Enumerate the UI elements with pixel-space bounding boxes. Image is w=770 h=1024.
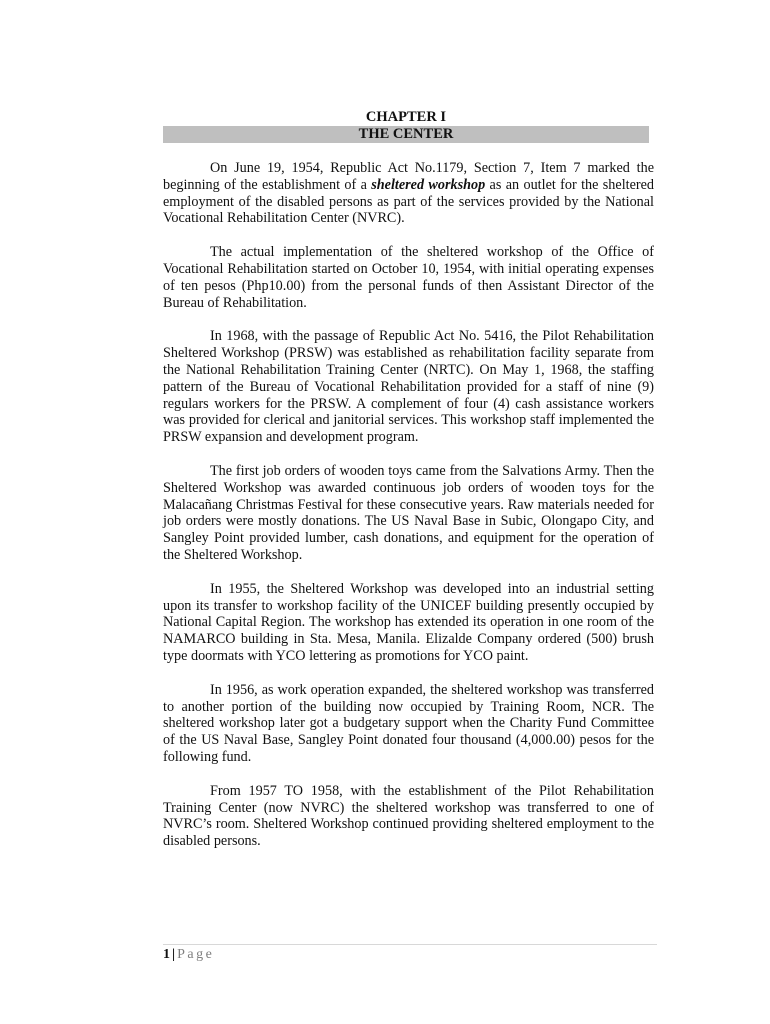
paragraph-4: The first job orders of wooden toys came from the Salvations Army. Then the Sheltered Workshop was awarded continuous job orders of wooden toys for the Malacañang Christmas Festival for these consecutive years. Raw materials needed for job orders were mostly donations. The US Naval Base in Subic, Olongapo City, and Sangley Point provided lumber, cash donations, and equipment for the operation of the Sheltered Workshop. bbox=[163, 462, 654, 563]
emphasis-sheltered-workshop: sheltered workshop bbox=[371, 176, 486, 193]
paragraph-2: The actual implementation of the sheltered workshop of the Office of Vocational Rehabilitation started on October 10, 1954, with initial operating expenses of ten pesos (Php10.00) from the personal funds of then Assistant Director of the Bureau of Rehabilitation. bbox=[163, 244, 654, 311]
paragraph-6: In 1956, as work operation expanded, the sheltered workshop was transferred to another portion of the building now occupied by Training Room, NCR. The sheltered workshop later got a budgetary support when the Charity Fund Committee of the US Naval Base, Sangley Point donated four thousand (4,000.00) pesos for the following fund. bbox=[163, 681, 654, 765]
paragraph-1-text-after: as an outlet for the sheltered employment of the disabled persons as part of the services provided by the National Vocational Rehabilitation Center (NVRC). bbox=[163, 176, 654, 227]
paragraph-7: From 1957 TO 1958, with the establishment of the Pilot Rehabilitation Training Center (now NVRC) the sheltered workshop was transferred to one of NVRC’s room. Sheltered Workshop continued providing sheltered employment to the disabled persons. bbox=[163, 782, 654, 850]
document-body bbox=[163, 160, 654, 867]
paragraph-3: In 1968, with the passage of Republic Act No. 5416, the Pilot Rehabilitation Sheltered Workshop (PRSW) was established as rehabilitation facility separate from the National Rehabilitation Training Center (NRTC). On May 1, 1968, the staffing pattern of the Bureau of Vocational Rehabilitation provided for a staff of nine (9) regulars workers for the PRSW. A complement of four (4) cash assistance workers was provided for clerical and janitorial services. This workshop staff implemented the PRSW expansion and development program. bbox=[163, 328, 654, 446]
page-footer bbox=[163, 946, 214, 964]
paragraph-1 bbox=[163, 160, 654, 227]
page-label: Page bbox=[177, 947, 215, 962]
footer-divider bbox=[163, 944, 657, 945]
paragraph-5: In 1955, the Sheltered Workshop was developed into an industrial setting upon its transfer to workshop facility of the UNICEF building presently occupied by National Capital Region. The workshop has extended its operation in one room of the NAMARCO building in Sta. Mesa, Manila. Elizalde Company ordered (500) brush type doormats with YCO lettering as promotions for YCO paint. bbox=[163, 580, 654, 664]
page-number: 1 bbox=[163, 947, 170, 962]
footer-separator: | bbox=[172, 947, 176, 962]
paragraph-1-text-before: On June 19, 1954, Republic Act No.1179, Section 7, Item 7 marked the beginning of the establishment of a bbox=[163, 160, 654, 193]
chapter-label: CHAPTER I bbox=[365, 109, 447, 125]
chapter-title: THE CENTER bbox=[163, 126, 649, 143]
